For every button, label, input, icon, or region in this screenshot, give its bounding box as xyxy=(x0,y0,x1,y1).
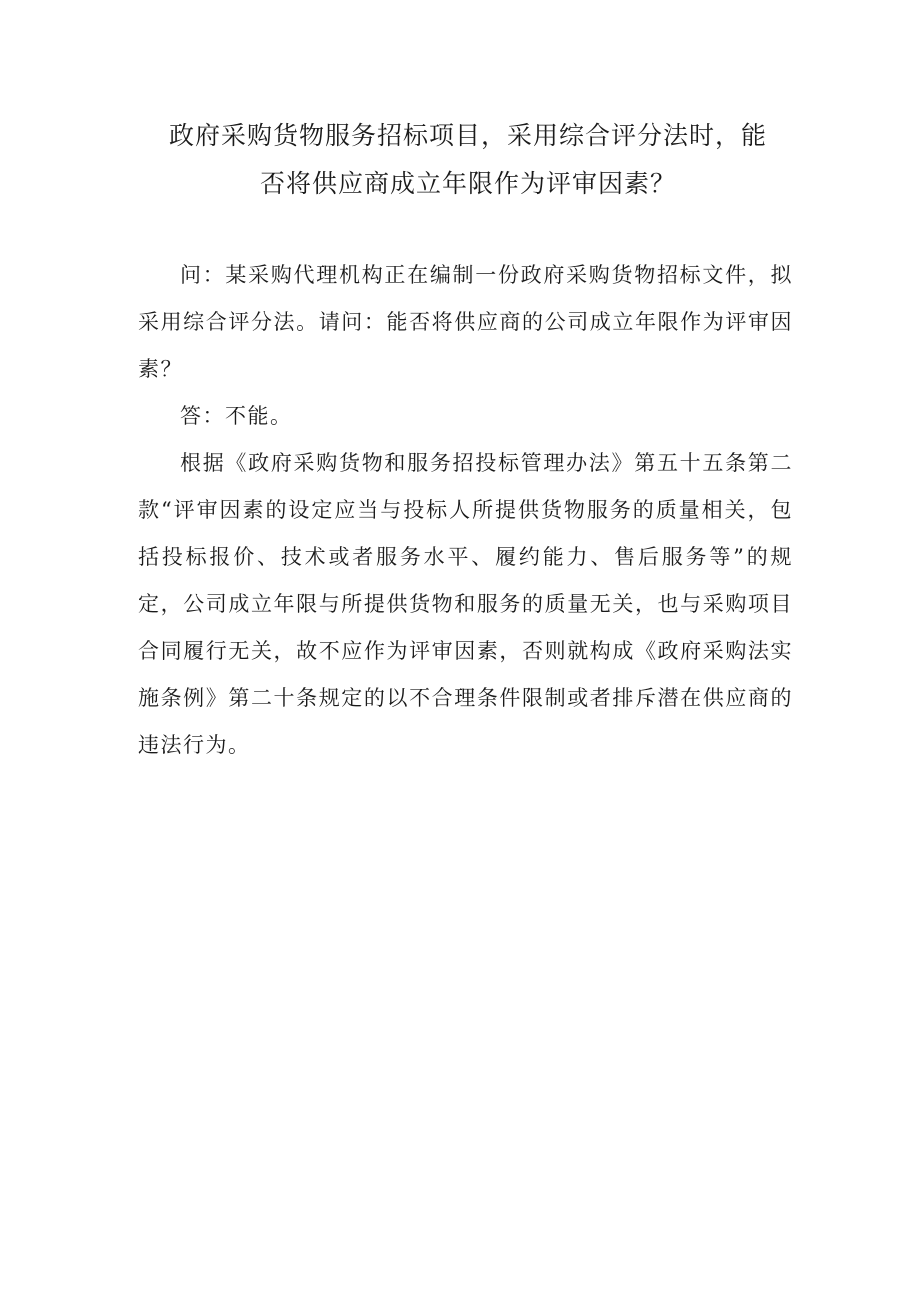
answer-paragraph: 答：不能。 xyxy=(180,404,293,428)
explanation-paragraph: 根据《政府采购货物和服务招投标管理办法》第五十五条第二款“评审因素的设定应当与投标人所提供货物服务的质量相关，包括投标报价、技术或者服务水平、履约能力、售后服务等”的规定，公司成立年限与所提供货物和服务的质量无关，也与采购项目合同履行无关，故不应作为评审因素，否则就构成《政府采购法实施条例》第二十条规定的以不合理条件限制或者排斥潜在供应商的违法行为。 xyxy=(138,451,793,757)
title-line-1: 政府采购货物服务招标项目，采用综合评分法时，能 xyxy=(168,121,767,150)
title-line-2: 否将供应商成立年限作为评审因素？ xyxy=(259,169,676,198)
document-body xyxy=(138,252,793,769)
question-paragraph: 问：某采购代理机构正在编制一份政府采购货物招标文件，拟采用综合评分法。请问：能否将供应商的公司成立年限作为评审因素？ xyxy=(138,263,793,381)
document-title xyxy=(138,112,798,208)
